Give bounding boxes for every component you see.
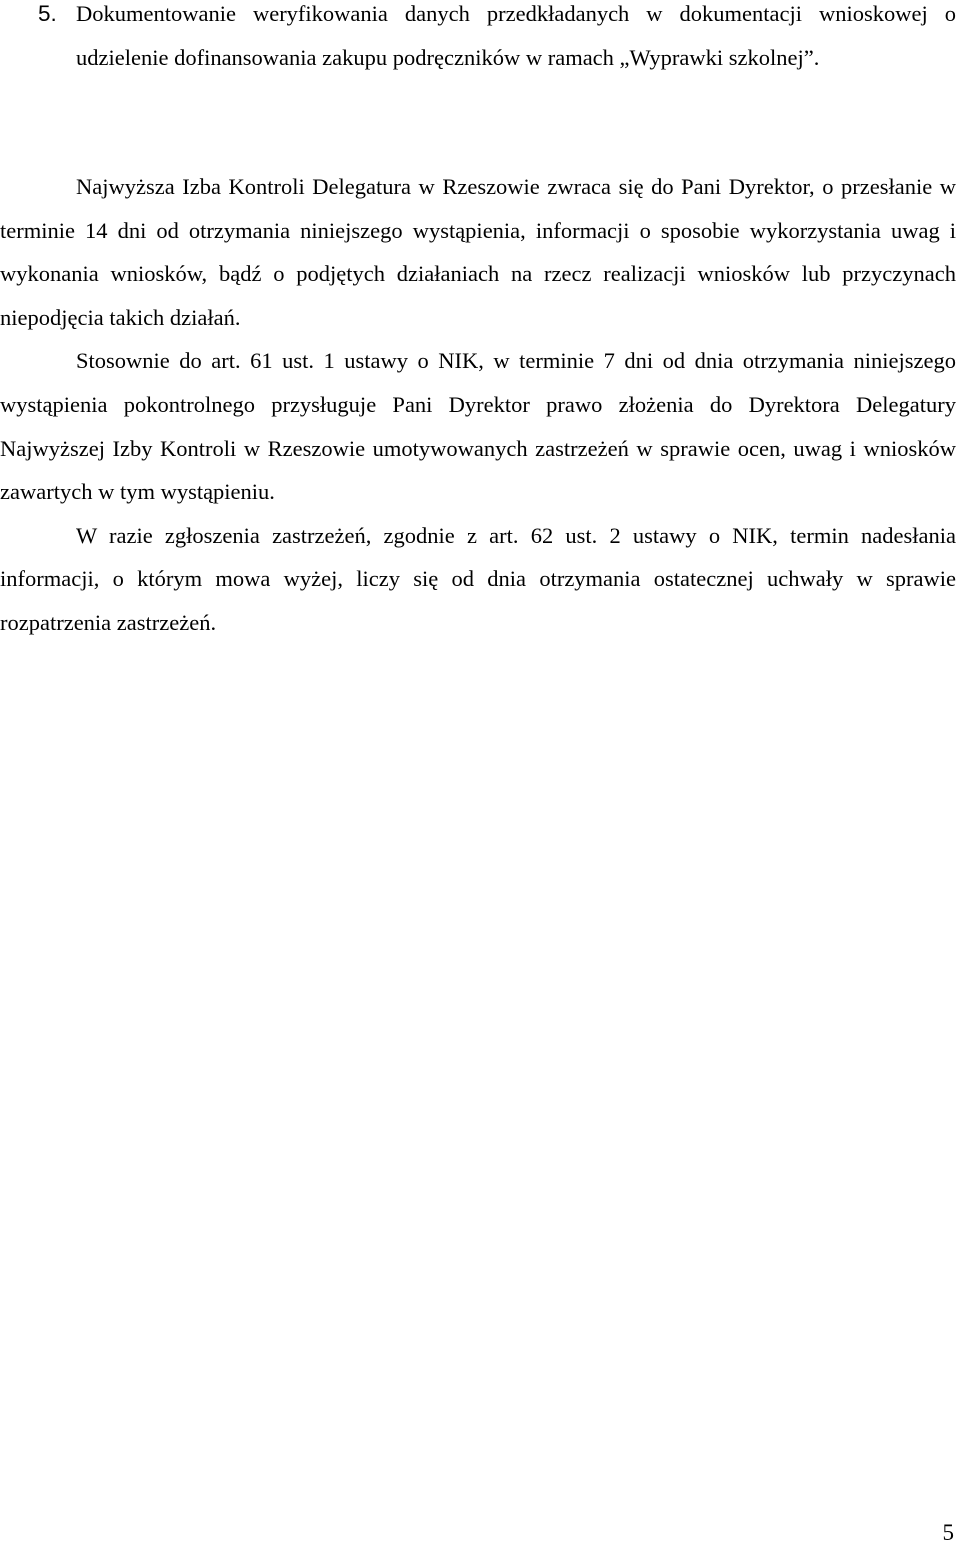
paragraph-objection-deadline: W razie zgłoszenia zastrzeżeń, zgodnie z art. 62 ust. 2 ustawy o NIK, termin nadesłania informacji, o którym mowa wyżej, liczy się od dnia otrzymania ostatecznej uchwały w sprawie rozpatrzenia zastrzeżeń. — [0, 522, 956, 635]
body-text — [0, 165, 956, 645]
paragraph-right-to-objection: Stosownie do art. 61 ust. 1 ustawy o NIK, w terminie 7 dni od dnia otrzymania niniejszego wystąpienia pokontrolnego przysługuje Pani Dyrektor prawo złożenia do Dyrektora Delegatury Najwyższej Izby Kontroli w Rzeszowie umotywowanych zastrzeżeń w sprawie ocen, uwag i wniosków zawartych w tym wystąpieniu. — [0, 348, 956, 505]
page-number: 5 — [942, 1520, 954, 1545]
section-item-5 — [0, 0, 956, 79]
section-number: 5. — [38, 1, 57, 26]
paragraph-request-information: Najwyższa Izba Kontroli Delegatura w Rzeszowie zwraca się do Pani Dyrektor, o przesłanie w terminie 14 dni od otrzymania niniejszego wystąpienia, informacji o sposobie wykorzystania uwag i wykonania wniosków, bądź o podjętych działaniach na rzecz realizacji wniosków lub przyczynach niepodjęcia takich działań. — [0, 174, 956, 330]
section-text: Dokumentowanie weryfikowania danych przedkładanych w dokumentacji wnioskowej o udzielenie dofinansowania zakupu podręczników w ramach „Wyprawki szkolnej”. — [76, 1, 956, 70]
